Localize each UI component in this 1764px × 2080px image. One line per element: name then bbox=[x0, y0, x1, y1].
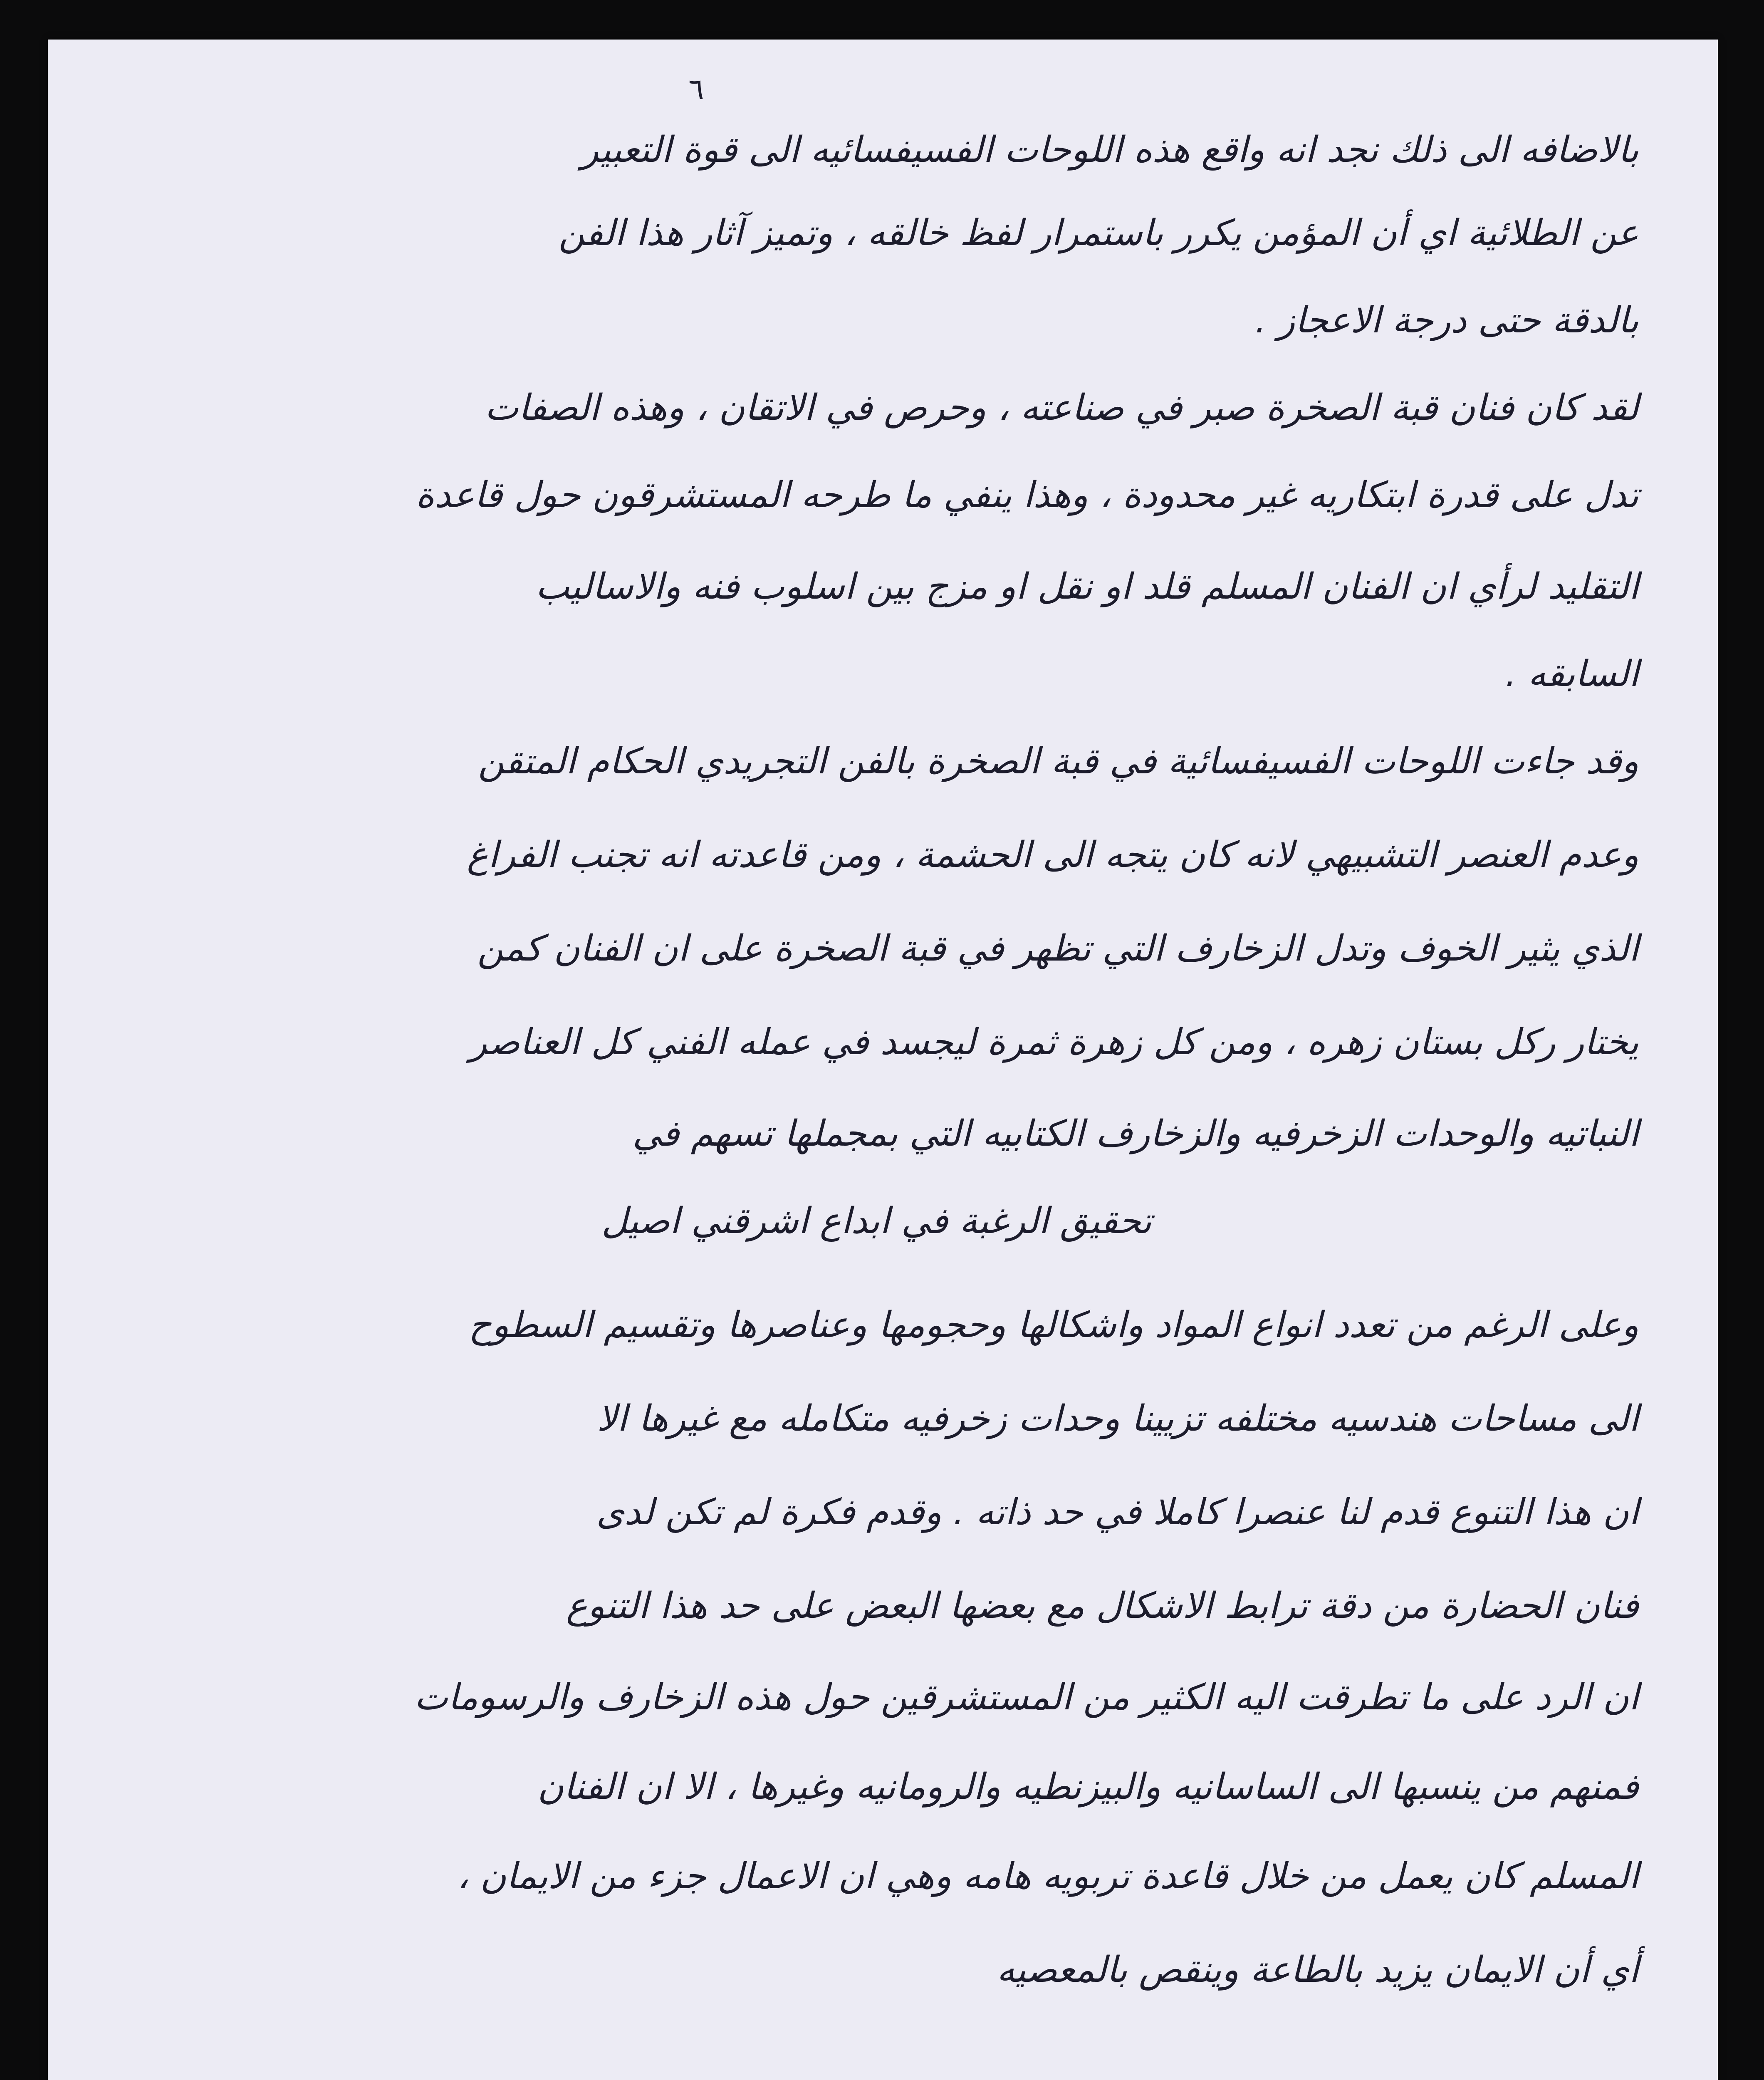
handwritten-line: بالدقة حتى درجة الاعجاز . bbox=[1255, 300, 1639, 341]
handwritten-line: المسلم كان يعمل من خلال قاعدة تربويه هامه وهي ان الاعمال جزء من الايمان ، bbox=[457, 1855, 1639, 1897]
handwritten-line: ان الرد على ما تطرقت اليه الكثير من المستشرقين حول هذه الزخارف والرسومات bbox=[414, 1676, 1639, 1718]
handwritten-line: الى مساحات هندسيه مختلفه تزيينا وحدات زخرفيه متكامله مع غيرها الا bbox=[596, 1398, 1639, 1439]
handwritten-line: النباتيه والوحدات الزخرفيه والزخارف الكتابيه التي بمجملها تسهم في bbox=[632, 1113, 1639, 1154]
handwritten-line: تحقيق الرغبة في ابداع اشرقني اصيل bbox=[601, 1200, 1152, 1242]
handwritten-line: وعلى الرغم من تعدد انواع المواد واشكالها وحجومها وعناصرها وتقسيم السطوح bbox=[468, 1304, 1639, 1346]
manuscript-page bbox=[48, 40, 1718, 2080]
handwritten-line: السابقه . bbox=[1505, 653, 1639, 695]
handwritten-line: عن الطلائية اي أن المؤمن يكرر باستمرار لفظ خالقه ، وتميز آثار هذا الفن bbox=[558, 212, 1639, 254]
handwritten-line: تدل على قدرة ابتكاريه غير محدودة ، وهذا ينفي ما طرحه المستشرقون حول قاعدة bbox=[416, 474, 1639, 516]
handwritten-line: التقليد لرأي ان الفنان المسلم قلد او نقل او مزج بين اسلوب فنه والاساليب bbox=[535, 566, 1639, 607]
handwritten-line: يختار ركل بستان زهره ، ومن كل زهرة ثمرة ليجسد في عمله الفني كل العناصر bbox=[470, 1021, 1639, 1063]
handwritten-line: الذي يثير الخوف وتدل الزخارف التي تظهر في قبة الصخرة على ان الفنان كمن bbox=[477, 928, 1639, 969]
handwritten-line: وعدم العنصر التشبيهي لانه كان يتجه الى الحشمة ، ومن قاعدته انه تجنب الفراغ bbox=[467, 834, 1639, 876]
handwritten-line: بالاضافه الى ذلك نجد انه واقع هذه اللوحات الفسيفسائيه الى قوة التعبير bbox=[581, 129, 1639, 171]
page-corner-mark: ٦ bbox=[688, 72, 704, 106]
handwritten-line: وقد جاءت اللوحات الفسيفسائية في قبة الصخرة بالفن التجريدي الحكام المتقن bbox=[478, 740, 1639, 782]
handwritten-line: فمنهم من ينسبها الى الساسانيه والبيزنطيه والرومانيه وغيرها ، الا ان الفنان bbox=[537, 1766, 1639, 1808]
handwritten-line: لقد كان فنان قبة الصخرة صبر في صناعته ، وحرص في الاتقان ، وهذه الصفات bbox=[485, 387, 1639, 428]
handwritten-line: ان هذا التنوع قدم لنا عنصرا كاملا في حد ذاته . وقدم فكرة لم تكن لدى bbox=[596, 1491, 1639, 1533]
handwritten-line: فنان الحضارة من دقة ترابط الاشكال مع بعضها البعض على حد هذا التنوع bbox=[566, 1585, 1639, 1627]
handwritten-line: أي أن الايمان يزيد بالطاعة وينقص بالمعصيه bbox=[997, 1949, 1639, 1991]
